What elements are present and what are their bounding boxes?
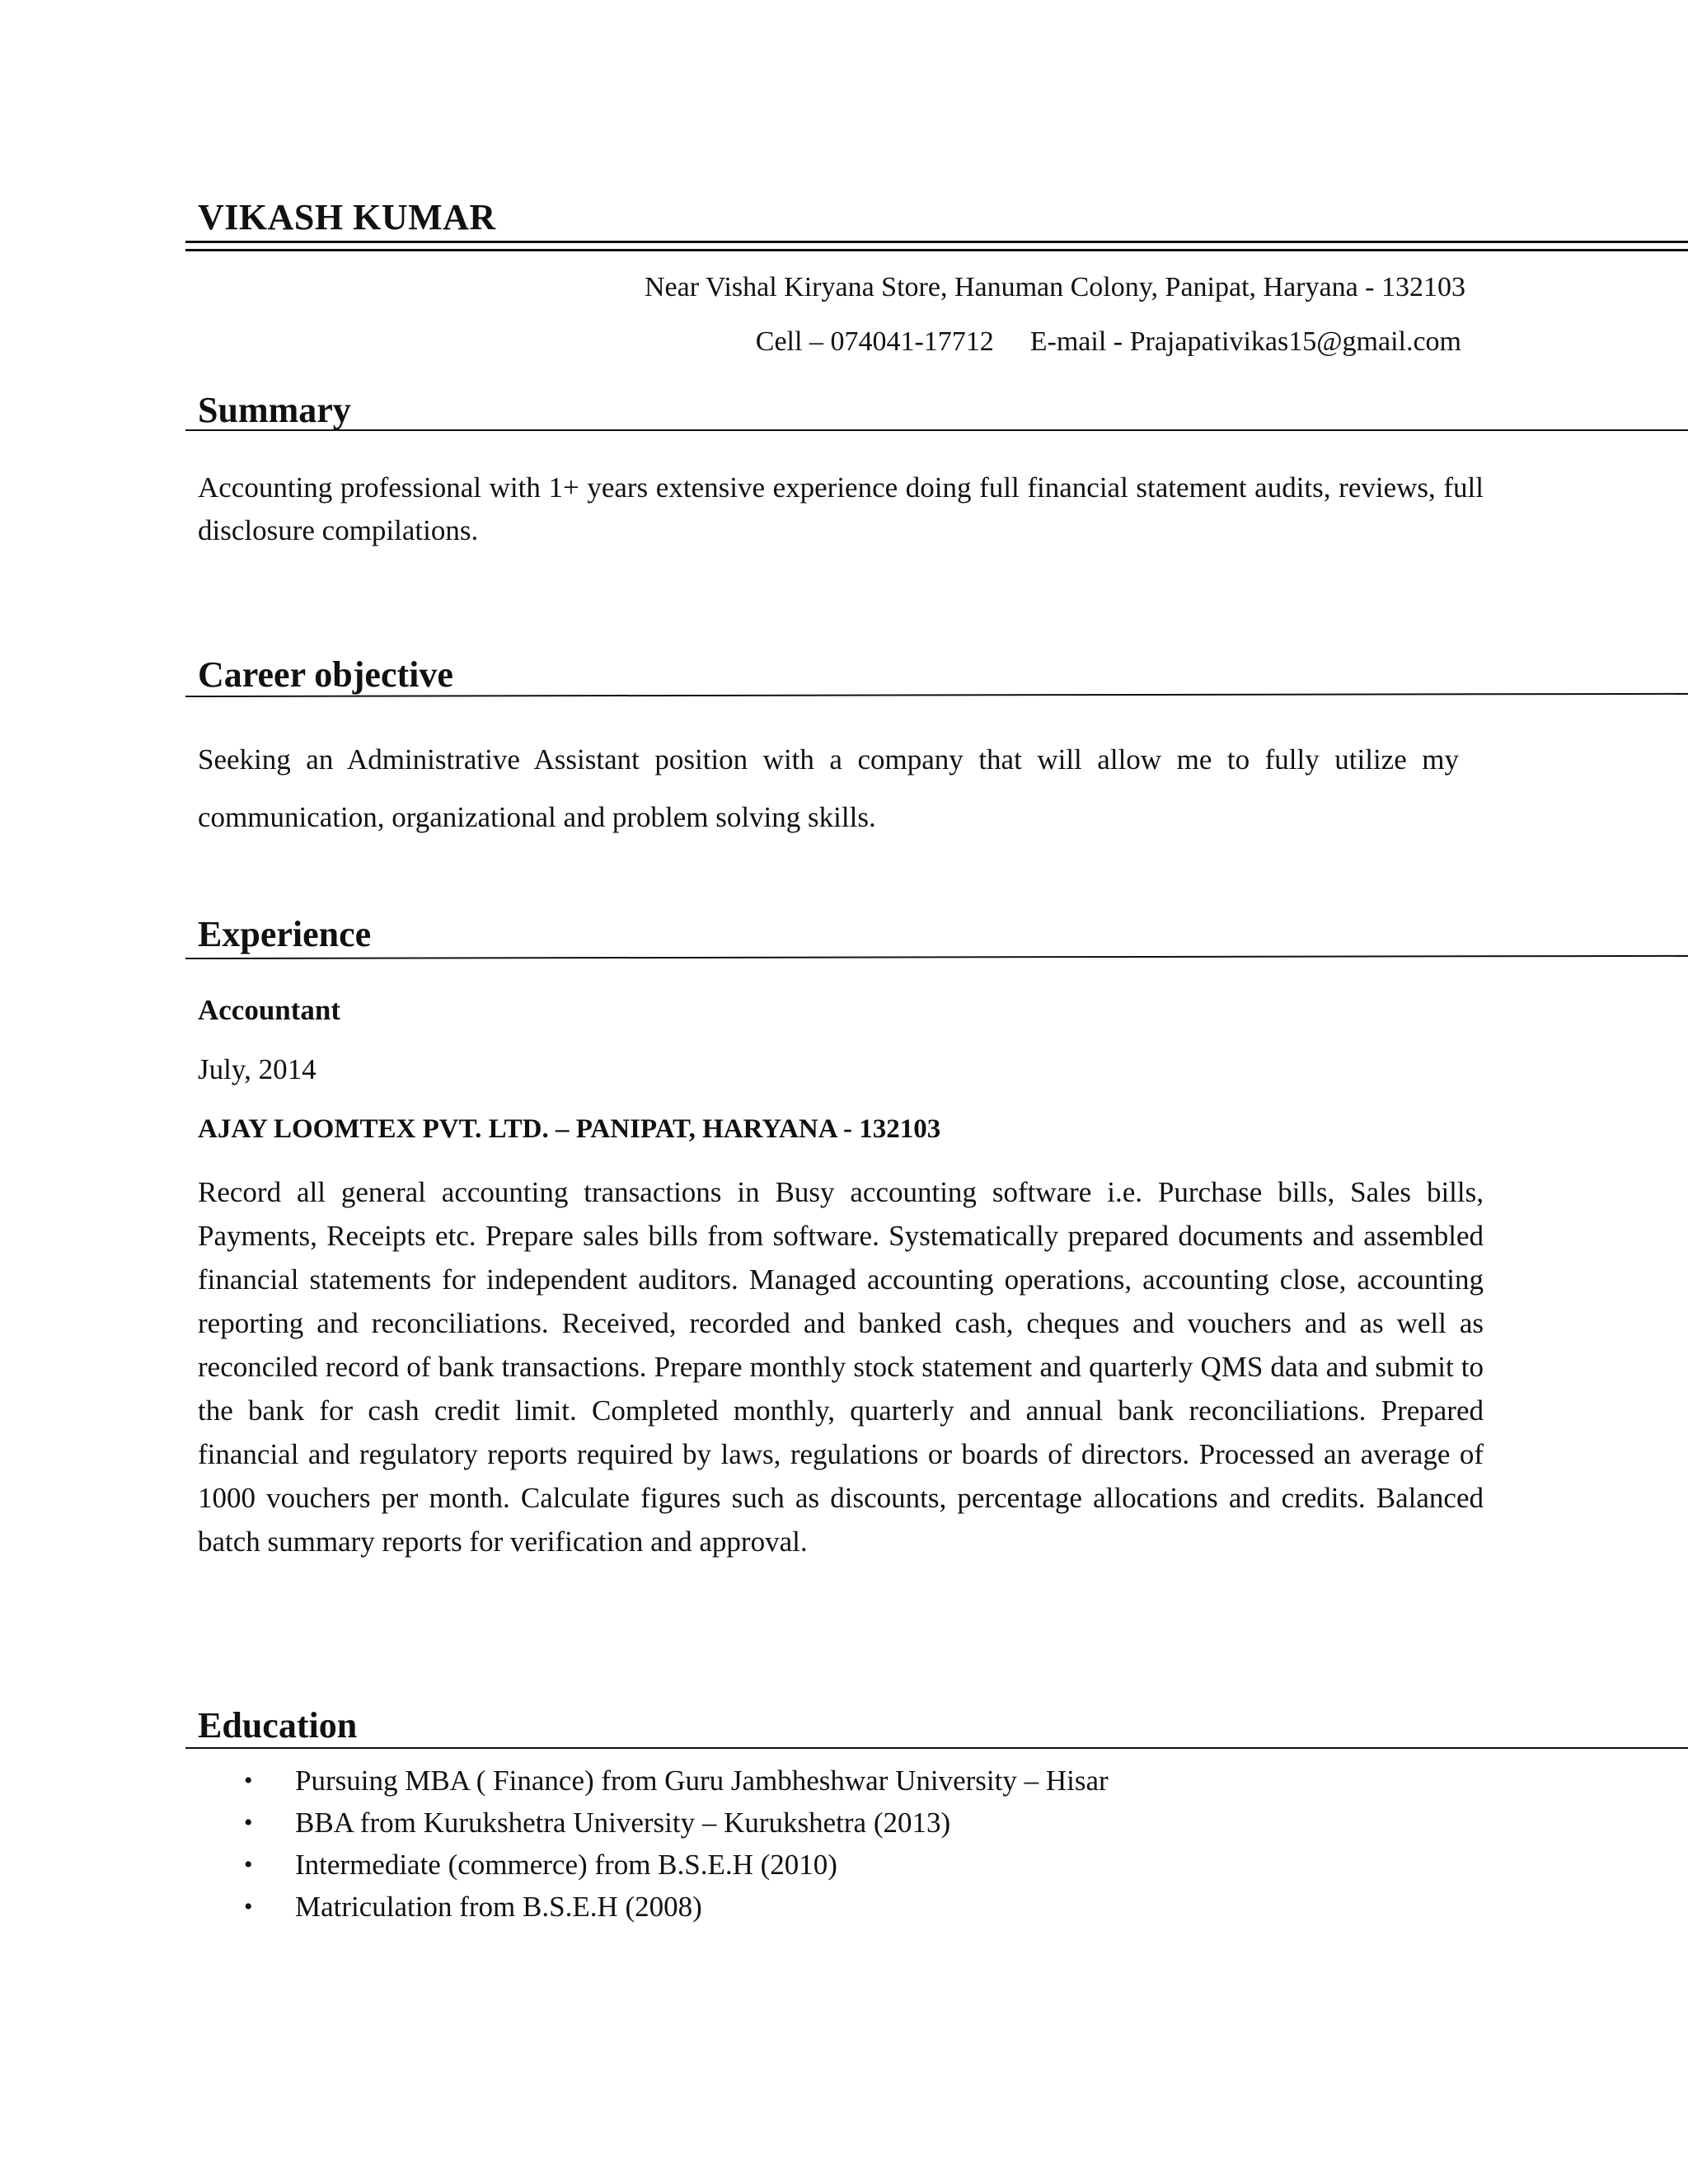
bullet-icon: • — [244, 1809, 253, 1836]
job-date: July, 2014 — [198, 1053, 316, 1085]
summary-text: Accounting professional with 1+ years extensive experience doing full financial statement audits, reviews, full disclosure compilations. — [198, 471, 1484, 546]
email-address: E-mail - Prajapativikas15@gmail.com — [1029, 326, 1461, 357]
education-item-text: Pursuing MBA ( Finance) from Guru Jambheshwar University – Hisar — [295, 1765, 1109, 1797]
education-rule — [185, 1747, 1688, 1749]
education-item-text: Matriculation from B.S.E.H (2008) — [295, 1891, 702, 1923]
summary-rule — [185, 429, 1688, 431]
education-item — [198, 1760, 1109, 1802]
header-rule-bottom — [185, 249, 1688, 251]
experience-rule — [185, 955, 1688, 959]
objective-text: Seeking an Administrative Assistant position with a company that will allow me to fully utilize my communication, organizational and problem solving skills. — [198, 743, 1459, 833]
candidate-name: VIKASH KUMAR — [198, 197, 496, 237]
education-item-text: BBA from Kurukshetra University – Kurukshetra (2013) — [295, 1807, 951, 1839]
education-item — [198, 1844, 1109, 1886]
education-item — [198, 1802, 1109, 1844]
objective-heading: Career objective — [198, 654, 453, 695]
address-line: Near Vishal Kiryana Store, Hanuman Colony, Panipat, Haryana - 132103 — [645, 272, 1465, 302]
education-item-text: Intermediate (commerce) from B.S.E.H (2010) — [295, 1849, 837, 1881]
education-list — [198, 1760, 1109, 1928]
bullet-icon: • — [244, 1893, 253, 1920]
job-title: Accountant — [198, 994, 341, 1026]
education-item — [198, 1886, 1109, 1928]
cell-number: Cell – 074041-17712 — [755, 326, 994, 357]
experience-heading: Experience — [198, 914, 372, 954]
bullet-icon: • — [244, 1767, 253, 1794]
contact-line — [756, 326, 1461, 358]
bullet-icon: • — [244, 1851, 253, 1878]
summary-heading: Summary — [198, 390, 351, 430]
education-heading: Education — [198, 1705, 358, 1746]
header-rule-top — [185, 241, 1688, 243]
job-description: Record all general accounting transactions in Busy accounting software i.e. Purchase bills, Sales bills, Payments, Receipts etc. Prepare sales bills from software. Systematically prepared documents and assembled financial statements for independent auditors. Managed accounting operations, accounting close, accounting reporting and reconciliations. Received, recorded and banked cash, cheques and vouchers and as well as reconciled record of bank transactions. Prepare monthly stock statement and quarterly QMS data and submit to the bank for cash credit limit. Completed monthly, quarterly and annual bank reconciliations. Prepared financial and regulatory reports required by laws, regulations or boards of directors. Processed an average of 1000 vouchers per month. Calculate figures such as discounts, percentage allocations and credits. Balanced batch summary reports for verification and approval. — [198, 1176, 1484, 1558]
company-name: AJAY LOOMTEX PVT. LTD. – PANIPAT, HARYANA - 132103 — [198, 1114, 941, 1144]
